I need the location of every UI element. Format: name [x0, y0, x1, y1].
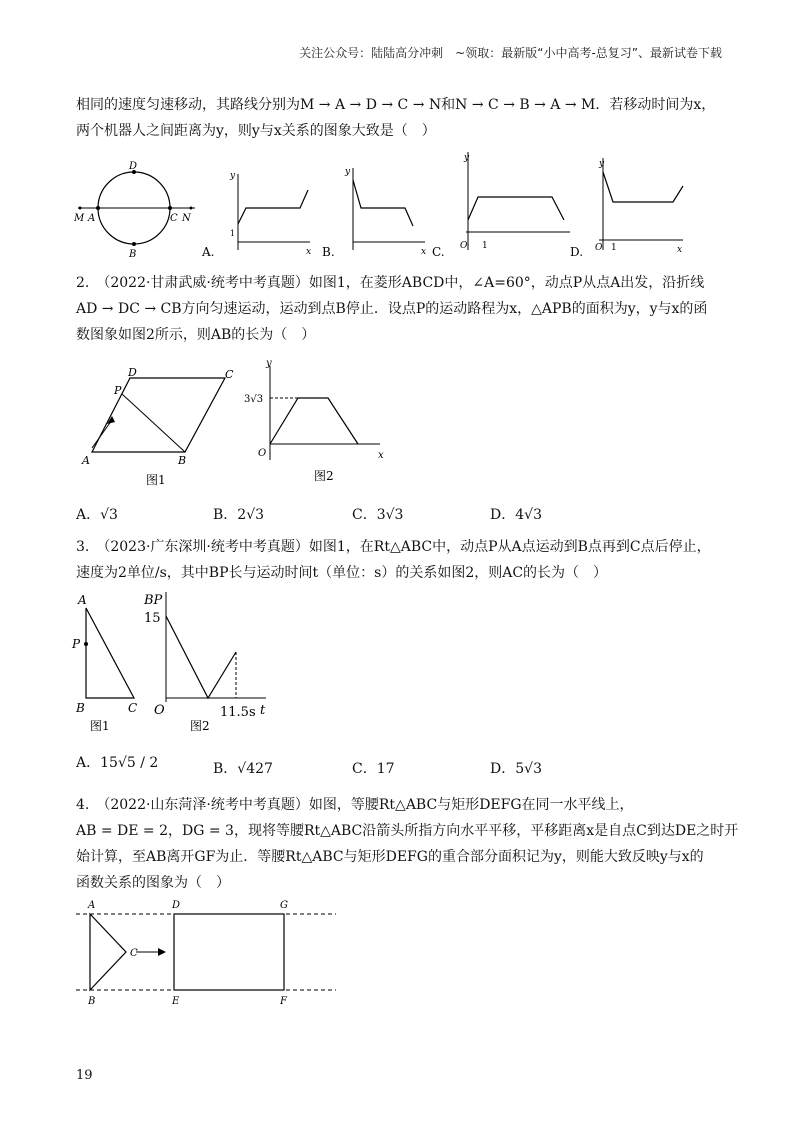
svg-text:图2: 图2	[314, 469, 334, 483]
svg-text:E: E	[172, 996, 180, 1007]
q2-figures	[80, 360, 400, 490]
label-A: A	[88, 213, 96, 224]
q4-figure	[70, 898, 350, 1008]
svg-text:A: A	[78, 593, 87, 607]
svg-text:D: D	[172, 900, 181, 911]
q1-line2: 两个机器人之间距离为y，则y与x关系的图象大致是（ ）	[76, 123, 436, 139]
q4-line4: 函数关系的图象为（ ）	[76, 875, 230, 891]
q1-circle-figure	[73, 161, 195, 260]
svg-text:y: y	[230, 171, 236, 181]
svg-text:P: P	[72, 637, 81, 651]
page-header: 关注公众号：陆陆高分冲刺 ~领取：最新版“小中高考-总复习”、最新试卷下载	[299, 46, 722, 60]
svg-text:O: O	[460, 241, 468, 251]
q2-line1: 2. （2022·甘肃武威·统考中考真题）如图1，在菱形ABCD中，∠A=60°，动点P从点A出发，沿折线	[76, 275, 705, 291]
svg-text:C: C	[225, 368, 234, 381]
svg-text:F: F	[280, 996, 287, 1007]
svg-text:C: C	[128, 701, 138, 715]
svg-text:图1: 图1	[90, 719, 110, 733]
q3-option-a: A．15√5 / 2	[76, 755, 159, 771]
svg-text:x: x	[306, 247, 312, 257]
q2-option-d: D．4√3	[490, 507, 542, 523]
svg-text:图2: 图2	[190, 719, 210, 733]
q1-graph-c	[460, 152, 570, 251]
svg-text:x: x	[421, 247, 427, 257]
svg-text:1: 1	[230, 229, 236, 238]
svg-text:O: O	[154, 703, 165, 718]
svg-text:B: B	[88, 996, 96, 1007]
svg-text:G: G	[280, 900, 288, 911]
svg-text:A: A	[82, 454, 90, 467]
q2-graph-figure	[244, 360, 384, 483]
q1-figures	[70, 150, 730, 265]
q2-line2: AD → DC → CB方向匀速运动，运动到点B停止．设点P的运动路程为x，△APB的面积为y，y与x的函	[76, 301, 708, 317]
label-N: N	[182, 213, 191, 224]
svg-text:1: 1	[611, 243, 617, 253]
svg-text:y: y	[464, 153, 470, 163]
q4-line2: AB = DE = 2，DG = 3，现将等腰Rt△ABC沿箭头所指方向水平平移，平移距离x是自点C到达DE之时开	[76, 823, 739, 839]
svg-text:y: y	[599, 159, 605, 169]
q3-triangle-figure	[71, 593, 137, 733]
svg-text:1: 1	[482, 241, 488, 251]
q4-line1: 4. （2022·山东菏泽·统考中考真题）如图，等腰Rt△ABC与矩形DEFG在同一水平线上，	[76, 797, 634, 813]
option-a: A.	[202, 245, 215, 259]
q2-option-a: A．√3	[76, 507, 118, 523]
q4-line3: 始计算，至AB离开GF为止．等腰Rt△ABC与矩形DEFG的重合部分面积记为y，则能大致反映y与x的	[76, 849, 704, 865]
q2-option-b: B．2√3	[213, 507, 265, 523]
svg-text:O: O	[595, 243, 603, 253]
q3-graph-figure	[143, 592, 266, 733]
svg-text:15: 15	[144, 611, 161, 626]
q3-option-c: C．17	[352, 761, 395, 777]
svg-text:t: t	[260, 703, 266, 718]
q3-figures	[70, 588, 290, 736]
label-C: C	[170, 213, 178, 224]
svg-text:y: y	[266, 360, 272, 369]
q3-line1: 3. （2023·广东深圳·统考中考真题）如图1，在Rt△ABC中，动点P从A点运动到B点再到C点后停止，	[76, 539, 711, 555]
label-D: D	[129, 161, 138, 172]
q1-graph-d	[595, 158, 683, 255]
label-M: M	[74, 213, 85, 224]
svg-text:BP: BP	[144, 593, 163, 608]
q1-graph-a	[229, 171, 311, 257]
svg-text:D: D	[128, 366, 137, 379]
svg-text:x: x	[677, 245, 683, 255]
q3-option-d: D．5√3	[490, 761, 542, 777]
q1-line1: 相同的速度匀速移动，其路线分别为M → A → D → C → N和N → C → B → A → M．若移动时间为x，	[76, 97, 716, 113]
q2-line3: 数图象如图2所示，则AB的长为（ ）	[76, 327, 316, 343]
svg-text:P: P	[114, 384, 122, 397]
option-d: D.	[570, 245, 584, 259]
option-b: B.	[322, 245, 335, 259]
q2-option-c: C．3√3	[352, 507, 404, 523]
option-c: C.	[432, 245, 445, 259]
q3-option-b: B．√427	[213, 761, 273, 777]
svg-text:3√3: 3√3	[244, 394, 264, 405]
svg-text:B: B	[178, 454, 187, 467]
svg-text:C: C	[130, 948, 138, 959]
svg-text:x: x	[378, 450, 384, 461]
svg-text:O: O	[258, 448, 267, 459]
svg-text:y: y	[345, 167, 351, 177]
q3-line2: 速度为2单位/s，其中BP长与运动时间t（单位：s）的关系如图2，则AC的长为（ ）	[76, 565, 608, 581]
q1-graph-b	[344, 167, 426, 257]
svg-text:图1: 图1	[146, 473, 166, 487]
svg-text:B: B	[76, 701, 85, 715]
q2-rhombus-figure	[81, 366, 234, 487]
page-number: 19	[76, 1068, 93, 1083]
svg-text:A: A	[88, 900, 96, 911]
svg-text:11.5s: 11.5s	[220, 705, 256, 720]
label-B: B	[129, 249, 137, 260]
